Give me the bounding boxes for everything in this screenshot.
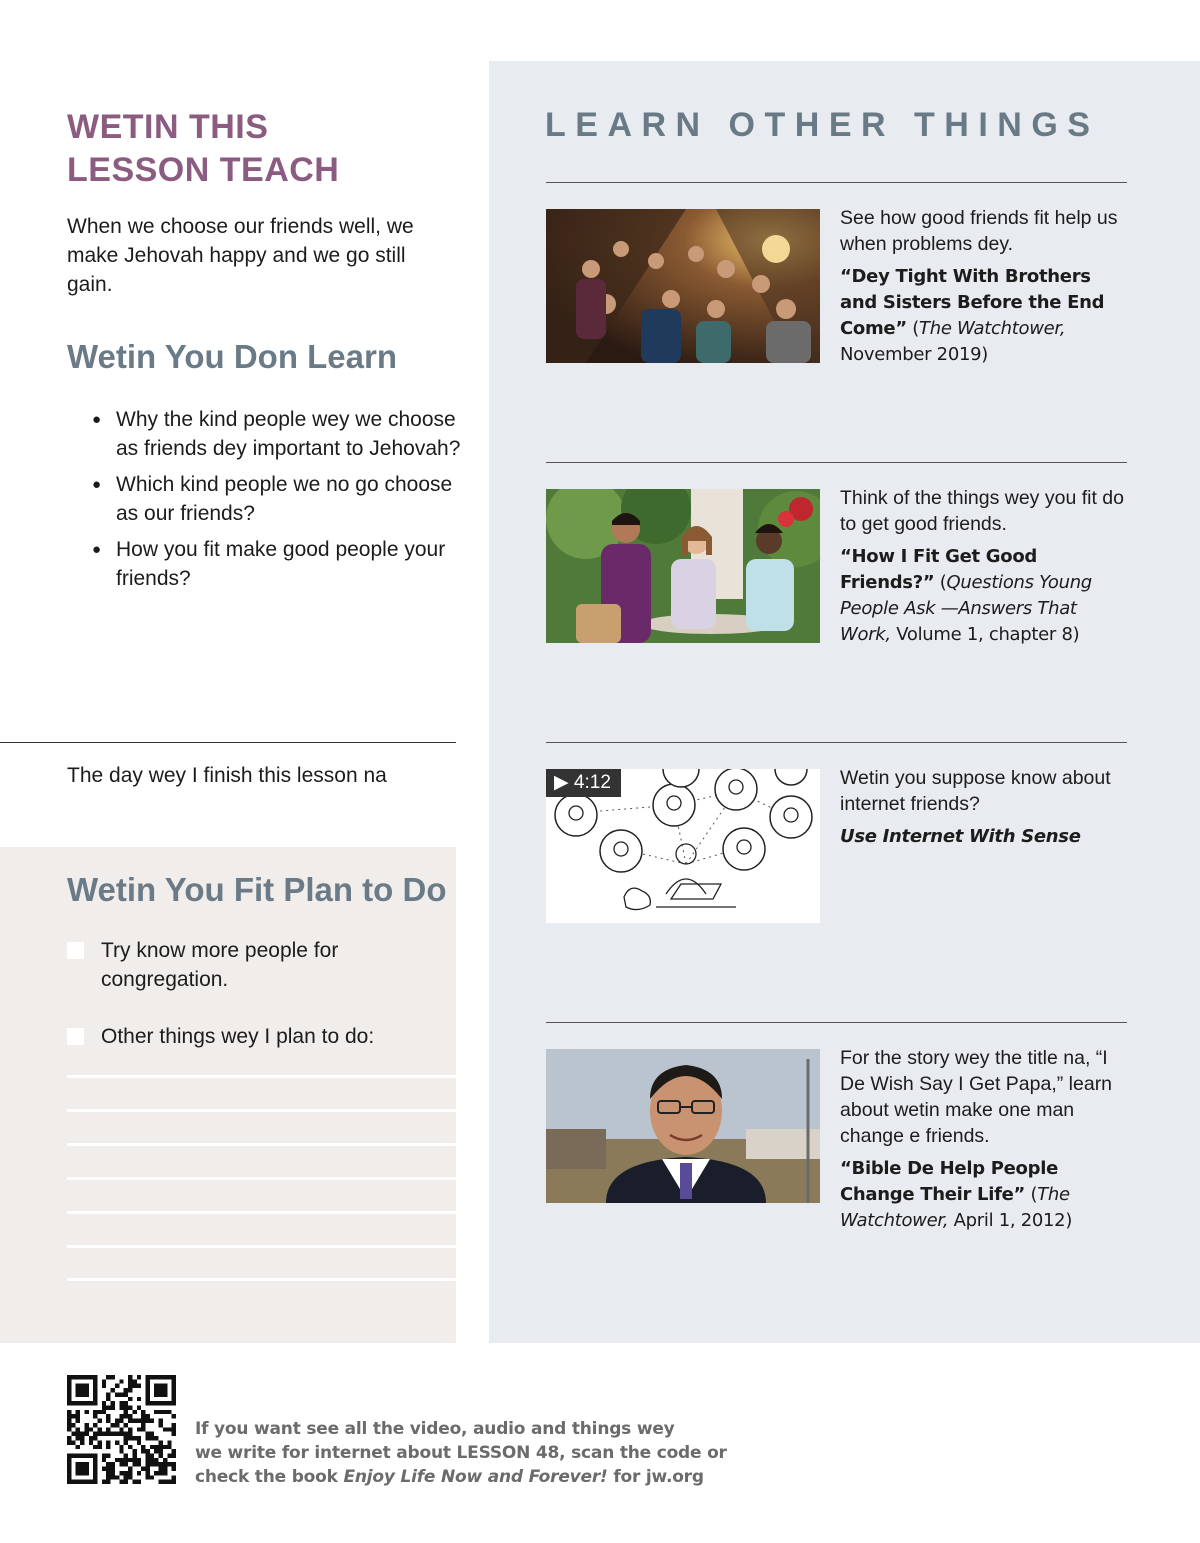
book-title: Enjoy Life Now and Forever! — [343, 1467, 608, 1487]
finish-date-label: The day wey I finish this lesson na — [67, 764, 387, 787]
article-title[interactable]: “How I Fit Get Good Friends?” — [840, 546, 1038, 593]
checkbox[interactable] — [67, 942, 84, 959]
citation-paren: ( — [906, 318, 920, 339]
learned-item: ● Why the kind people wey we choose as friends dey important to Jehovah? — [92, 406, 462, 463]
publication-name: The Watchtower, — [919, 318, 1066, 339]
publication-name: The Watchtower, — [840, 1184, 1070, 1231]
learned-list — [92, 406, 462, 601]
plan-panel — [0, 847, 456, 1343]
resource-description: See how good friends fit help us when problems dey. — [840, 207, 1118, 255]
citation-paren: ( — [1025, 1184, 1038, 1205]
video-thumbnail[interactable] — [546, 769, 820, 923]
learn-other-heading: LEARN OTHER THINGS — [545, 106, 1100, 144]
resource-citation[interactable] — [840, 264, 1130, 368]
resource-description: For the story wey the title na, “I De Wish Say I Get Papa,” learn about wetin make one man change e friends. — [840, 1047, 1113, 1147]
man-portrait-photo[interactable] — [546, 1049, 820, 1203]
plan-item-label: Other things wey I plan to do: — [101, 1025, 375, 1048]
lesson-title-line2: LESSON TEACH — [67, 151, 340, 189]
plan-item[interactable] — [67, 1022, 437, 1051]
plan-item-label: Try know more people for congregation. — [101, 939, 339, 991]
resource-description: Think of the things wey you fit do to get good friends. — [840, 487, 1124, 535]
footer-text: check the book — [195, 1467, 344, 1487]
writing-line[interactable] — [67, 1177, 456, 1180]
resource-citation[interactable] — [840, 544, 1130, 648]
writing-line[interactable] — [67, 1109, 456, 1112]
publication-issue: Volume 1, chapter 8) — [890, 624, 1080, 645]
publication-name: Questions Young People Ask —Answers That Work, — [840, 572, 1092, 645]
resource-card — [840, 1045, 1130, 1234]
resource-card — [840, 485, 1130, 648]
plan-item[interactable] — [67, 936, 437, 994]
divider — [546, 1022, 1127, 1023]
footer-line: If you want see all the video, audio and things wey — [195, 1419, 675, 1439]
writing-line[interactable] — [67, 1278, 456, 1281]
divider — [546, 742, 1127, 743]
video-title[interactable]: Use Internet With Sense — [840, 826, 1081, 847]
divider — [546, 182, 1127, 183]
footer-line: we write for internet about LESSON 48, scan the code or — [195, 1443, 727, 1463]
lesson-title-line1: WETIN THIS — [67, 108, 269, 146]
video-duration: 4:12 — [573, 772, 611, 793]
learned-item: ● How you fit make good people your friends? — [92, 536, 462, 593]
play-icon[interactable]: ▶ — [554, 772, 569, 793]
footer-text: for jw.org — [607, 1467, 704, 1487]
qr-code[interactable] — [67, 1375, 176, 1484]
divider — [0, 742, 456, 743]
checkbox[interactable] — [67, 1028, 84, 1045]
plan-heading: Wetin You Fit Plan to Do — [67, 871, 447, 908]
publication-issue: November 2019) — [840, 344, 988, 365]
citation-paren: ( — [934, 572, 947, 593]
resource-description: Wetin you suppose know about internet friends? — [840, 767, 1111, 815]
writing-line[interactable] — [67, 1143, 456, 1146]
resource-citation[interactable] — [840, 824, 1130, 850]
lesson-title — [67, 106, 339, 192]
resource-citation[interactable] — [840, 1156, 1130, 1234]
article-title[interactable]: “Dey Tight With Brothers and Sisters Before the End Come” — [840, 266, 1105, 339]
writing-line[interactable] — [67, 1245, 456, 1248]
writing-line[interactable] — [67, 1211, 456, 1214]
resource-card — [840, 205, 1130, 368]
divider — [546, 462, 1127, 463]
video-duration-badge[interactable] — [546, 769, 621, 797]
footer-line — [195, 1465, 727, 1489]
learned-item: ● Which kind people we no go choose as our friends? — [92, 471, 462, 528]
lesson-summary: When we choose our friends well, we make Jehovah happy and we go still gain. — [67, 215, 414, 296]
resource-card — [840, 765, 1130, 850]
group-bible-study-photo[interactable] — [546, 209, 820, 363]
footer-note — [195, 1417, 727, 1489]
friends-talking-photo[interactable] — [546, 489, 820, 643]
writing-line[interactable] — [67, 1075, 456, 1078]
learned-heading: Wetin You Don Learn — [67, 338, 398, 375]
publication-issue: April 1, 2012) — [948, 1210, 1073, 1231]
article-title[interactable]: “Bible De Help People Change Their Life” — [840, 1158, 1058, 1205]
